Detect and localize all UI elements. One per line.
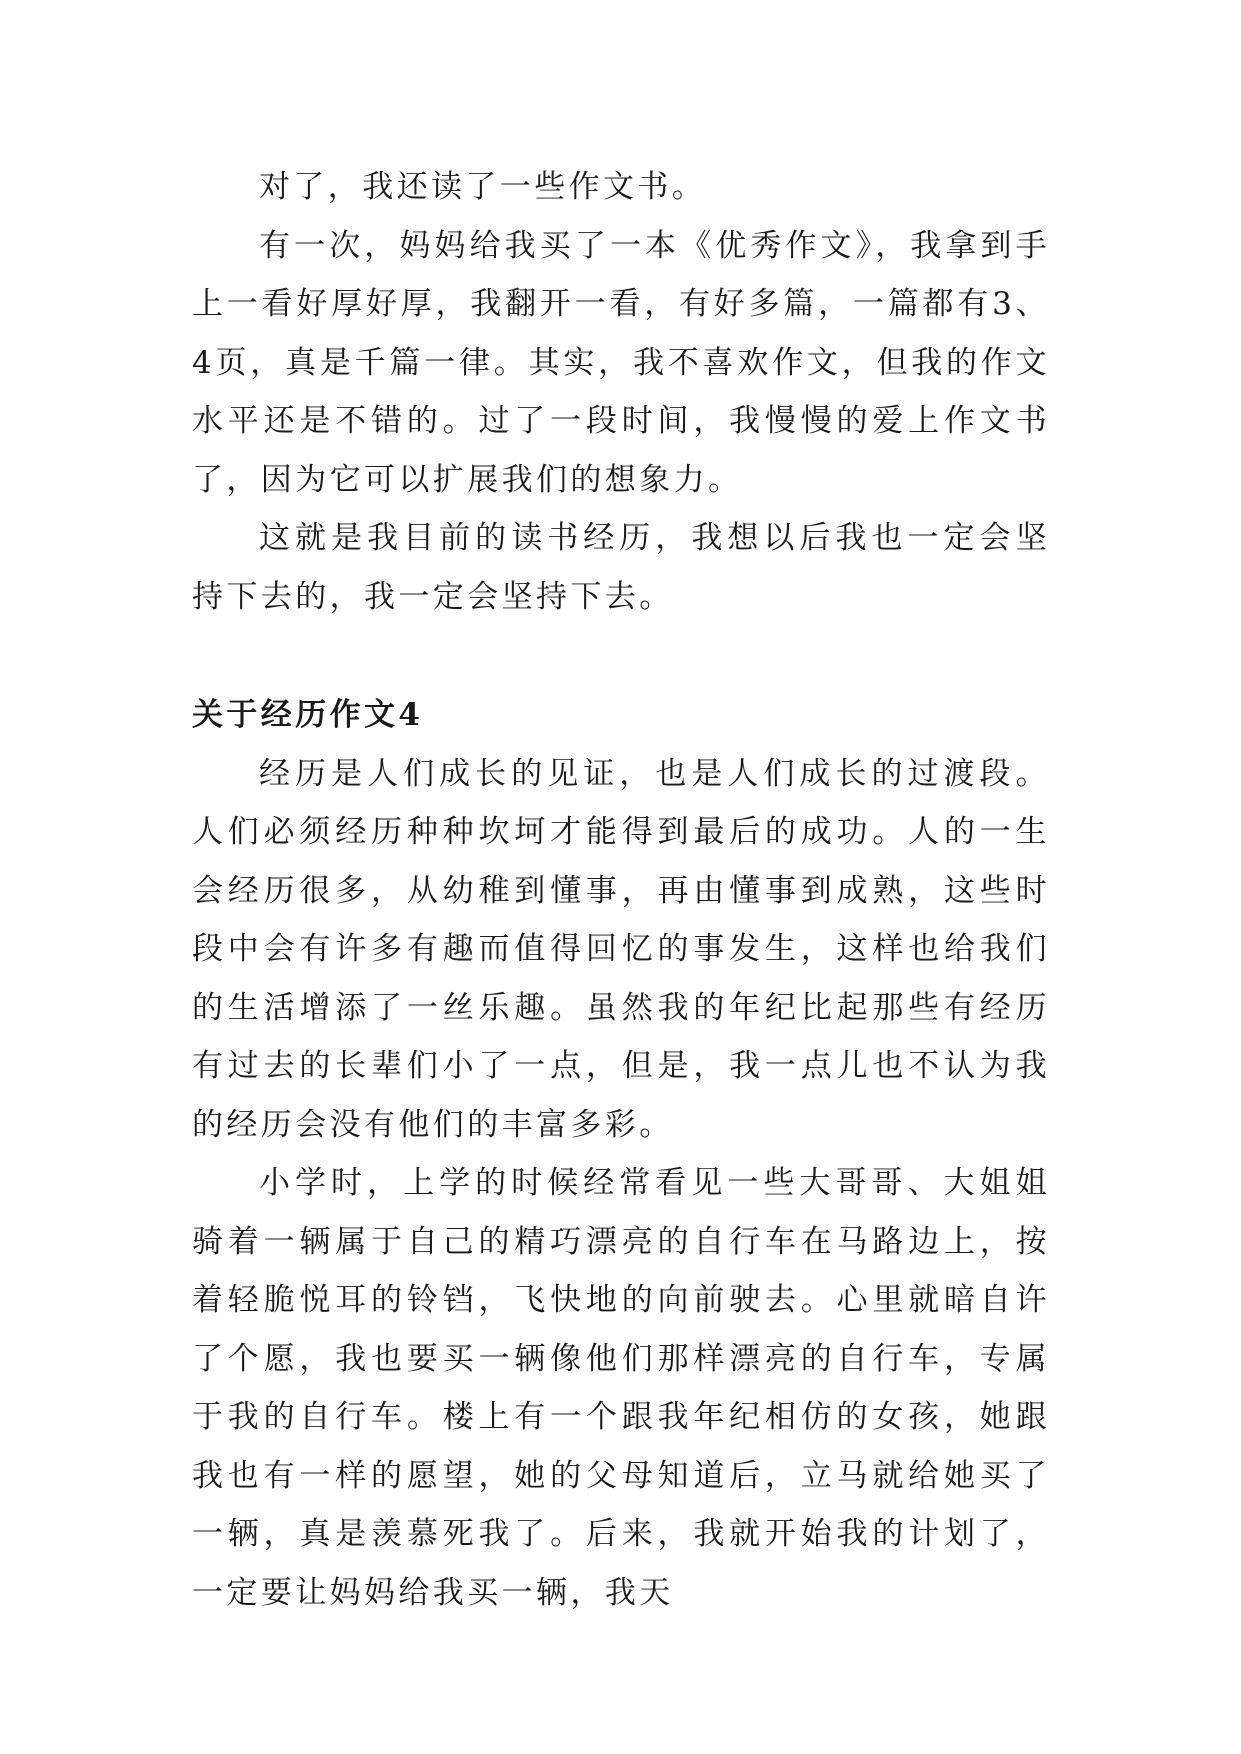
section-heading: 关于经历作文4 — [192, 697, 424, 733]
paragraph: 经历是人们成长的见证，也是人们成长的过渡段。人们必须经历种种坎坷才能得到最后的成功。人的一生会经历很多，从幼稚到懂事，再由懂事到成熟，这些时段中会有许多有趣而值得回忆的事发生，这样也给我们的生活增添了一丝乐趣。虽然我的年纪比起那些有经历有过去的长辈们小了一点，但是，我一点儿也不认为我的经历会没有他们的丰富多彩。 — [192, 755, 1050, 1143]
section-gap — [192, 626, 1050, 686]
paragraph: 这就是我目前的读书经历，我想以后我也一定会坚持下去的，我一定会坚持下去。 — [192, 520, 1050, 615]
paragraph: 小学时，上学的时候经常看见一些大哥哥、大姐姐骑着一辆属于自己的精巧漂亮的自行车在马路边上，按着轻脆悦耳的铃铛，飞快地的向前驶去。心里就暗自许了个愿，我也要买一辆像他们那样漂亮的自行车，专属于我的自行车。楼上有一个跟我年纪相仿的女孩，她跟我也有一样的愿望，她的父母知道后，立马就给她买了一辆，真是羡慕死我了。后来，我就开始我的计划了，一定要让妈妈给我买一辆，我天 — [192, 1165, 1050, 1611]
paragraph: 对了，我还读了一些作文书。 — [259, 169, 707, 205]
document-body — [192, 158, 1050, 1622]
paragraph: 有一次，妈妈给我买了一本《优秀作文》，我拿到手上一看好厚好厚，我翻开一看，有好多篇，一篇都有3、4页，真是千篇一律。其实，我不喜欢作文，但我的作文水平还是不错的。过了一段时间，我慢慢的爱上作文书了，因为它可以扩展我们的想象力。 — [192, 227, 1050, 498]
